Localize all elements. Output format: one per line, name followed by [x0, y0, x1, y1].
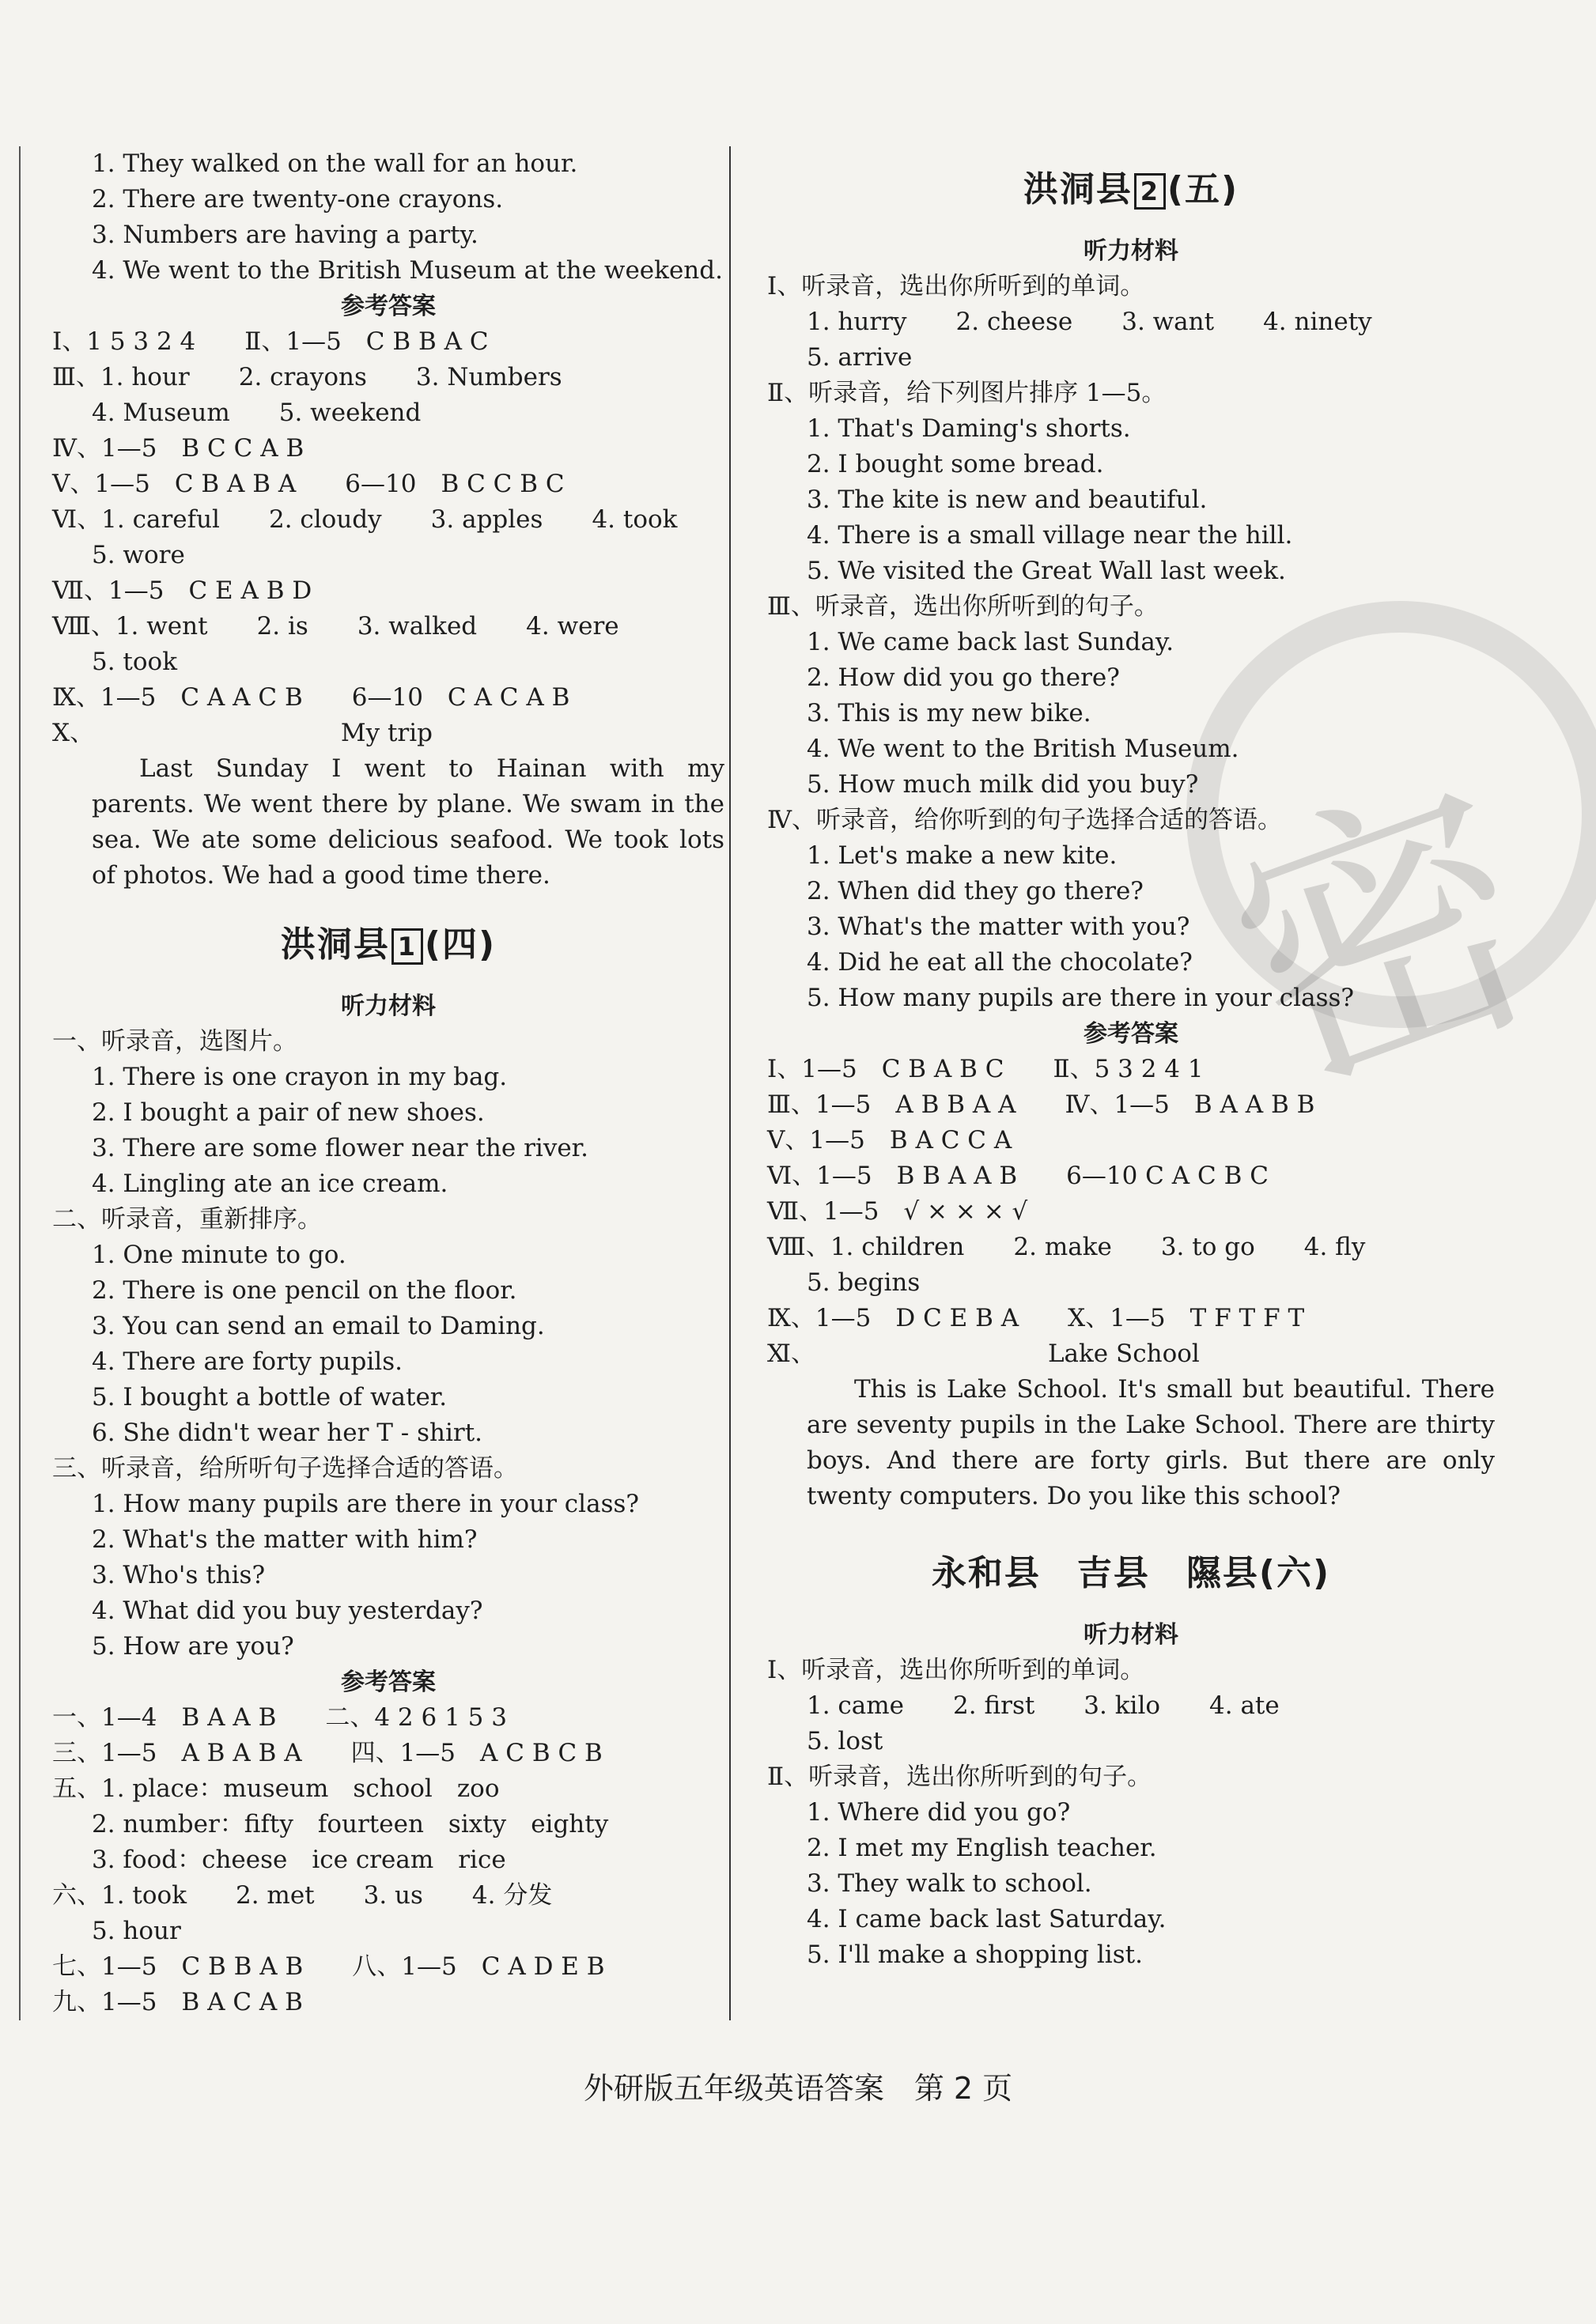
left-column — [52, 146, 724, 2020]
text-line: 3. Numbers are having a party. — [92, 221, 478, 249]
text-line: 3. They walk to school. — [807, 1869, 1092, 1898]
section-title: 永和县 吉县 隰县(六) — [931, 1553, 1331, 1593]
text-line: 1. There is one crayon in my bag. — [92, 1063, 508, 1091]
text-line: 4. There are forty pupils. — [92, 1347, 403, 1376]
essay-title-row — [767, 1336, 1495, 1372]
text-line: 2. I bought some bread. — [807, 450, 1104, 478]
answer-line: Ⅴ、1—5 C B A B A 6—10 B C C B C — [52, 470, 565, 498]
essay-text: This is Lake School. It's small but beautiful. There are seventy pupils in the Lake School. There are thirty boys. And there are forty girls. But there are only twenty computers. Do you like this school? — [807, 1375, 1495, 1510]
text-line: 5. lost — [807, 1727, 883, 1755]
section-title-text: 洪洞县 — [280, 924, 390, 965]
answers-heading: 参考答案 — [341, 1668, 436, 1696]
text-line: 4. What did you buy yesterday? — [92, 1597, 483, 1625]
listening-heading: 听力材料 — [341, 992, 436, 1020]
part-heading: Ⅳ、听录音，给你听到的句子选择合适的答语。 — [767, 806, 1282, 834]
answers-heading: 参考答案 — [341, 293, 436, 320]
text-line: 5. How much milk did you buy? — [807, 770, 1199, 799]
answer-line: 5. hour — [92, 1917, 181, 1945]
part-heading: Ⅰ、听录音，选出你所听到的单词。 — [767, 1656, 1145, 1684]
text-line: 3. Who's this? — [92, 1561, 266, 1589]
text-line: 5. We visited the Great Wall last week. — [807, 557, 1286, 585]
answer-line: Ⅶ、1—5 C E A B D — [52, 576, 312, 605]
text-line: 2. What's the matter with him? — [92, 1525, 478, 1554]
text-line: 1. came 2. first 3. kilo 4. ate — [807, 1691, 1280, 1720]
answer-line: Ⅶ、1—5 √ × × × √ — [767, 1197, 1028, 1226]
part-heading: 一、听录音，选图片。 — [52, 1027, 297, 1056]
answer-line: Ⅸ、1—5 D C E B A Ⅹ、1—5 T F T F T — [767, 1304, 1305, 1332]
text-line: 3. What's the matter with you? — [807, 913, 1190, 941]
listening-heading: 听力材料 — [1084, 237, 1178, 265]
text-line: 2. I bought a pair of new shoes. — [92, 1098, 485, 1127]
essay-label: Ⅹ、 — [52, 719, 95, 747]
essay-title: My trip — [340, 719, 433, 747]
secret-stamp-glyph: 密 — [1193, 735, 1575, 1144]
section-title-suffix: (五) — [1167, 169, 1239, 210]
binding-line — [19, 146, 21, 2020]
part-heading: 三、听录音，给所听句子选择合适的答语。 — [52, 1454, 518, 1483]
text-line: 5. arrive — [807, 343, 913, 372]
text-line: 3. There are some flower near the river. — [92, 1134, 588, 1162]
text-line: 1. How many pupils are there in your class? — [92, 1490, 640, 1518]
text-line: 1. That's Daming's shorts. — [807, 414, 1131, 443]
answer-line: 七、1—5 C B B A B 八、1—5 C A D E B — [52, 1952, 605, 1981]
answer-line: Ⅵ、1. careful 2. cloudy 3. apples 4. took — [52, 505, 678, 534]
answer-line: Ⅴ、1—5 B A C C A — [767, 1126, 1012, 1154]
text-line: 2. There are twenty-one crayons. — [92, 185, 504, 214]
answer-line: Ⅲ、1. hour 2. crayons 3. Numbers — [52, 363, 562, 391]
section-title — [52, 901, 724, 988]
text-line: 6. She didn't wear her T - shirt. — [92, 1419, 483, 1447]
part-heading: 二、听录音，重新排序。 — [52, 1205, 322, 1234]
part-heading: Ⅱ、听录音，给下列图片排序 1—5。 — [767, 379, 1167, 407]
answer-line: 五、1. place：museum school zoo — [52, 1774, 500, 1803]
answer-line: 5. took — [92, 648, 178, 676]
text-line: 1. Let's make a new kite. — [807, 841, 1118, 870]
section-number-box: 2 — [1134, 173, 1166, 210]
answers-heading: 参考答案 — [1084, 1020, 1178, 1048]
answer-line: 2. number：fifty fourteen sixty eighty — [92, 1810, 609, 1838]
answer-line: 三、1—5 A B A B A 四、1—5 A C B C B — [52, 1739, 603, 1767]
text-line: 4. We went to the British Museum. — [807, 735, 1239, 763]
text-line: 1. hurry 2. cheese 3. want 4. ninety — [807, 308, 1372, 336]
text-line: 4. There is a small village near the hill. — [807, 521, 1293, 550]
answer-line: 5. wore — [92, 541, 185, 569]
part-heading: Ⅲ、听录音，选出你所听到的句子。 — [767, 592, 1159, 621]
page-footer: 外研版五年级英语答案 第 2 页 — [583, 2071, 1013, 2106]
text-line: 3. The kite is new and beautiful. — [807, 486, 1208, 514]
answer-line: 九、1—5 B A C A B — [52, 1988, 303, 2016]
text-line: 5. How are you? — [92, 1632, 294, 1661]
part-heading: Ⅱ、听录音，选出你所听到的句子。 — [767, 1763, 1152, 1791]
text-line: 2. How did you go there? — [807, 663, 1120, 692]
right-column — [767, 146, 1495, 1973]
answer-line: Ⅳ、1—5 B C C A B — [52, 434, 304, 463]
section-title — [767, 146, 1495, 233]
text-line: 1. We came back last Sunday. — [807, 628, 1174, 656]
text-line: 1. Where did you go? — [807, 1798, 1071, 1827]
answer-line: 4. Museum 5. weekend — [92, 399, 422, 427]
text-line: 3. You can send an email to Daming. — [92, 1312, 545, 1340]
column-divider — [729, 146, 731, 2020]
answer-line: 5. begins — [807, 1268, 921, 1297]
section-title-text: 洪洞县 — [1023, 169, 1133, 210]
answer-line: 六、1. took 2. met 3. us 4. 分发 — [52, 1881, 553, 1910]
answer-line: Ⅵ、1—5 B B A A B 6—10 C A C B C — [767, 1162, 1269, 1190]
answer-line: 3. food：cheese ice cream rice — [92, 1846, 506, 1874]
answer-line: Ⅲ、1—5 A B B A A Ⅳ、1—5 B A A B B — [767, 1090, 1315, 1119]
text-line: 4. Lingling ate an ice cream. — [92, 1170, 448, 1198]
answer-line: Ⅸ、1—5 C A A C B 6—10 C A C A B — [52, 683, 570, 712]
text-line: 2. I met my English teacher. — [807, 1834, 1157, 1862]
text-line: 4. We went to the British Museum at the weekend. — [92, 256, 723, 285]
answer-line: Ⅰ、1—5 C B A B C Ⅱ、5 3 2 4 1 — [767, 1055, 1204, 1083]
answer-line: 一、1—4 B A A B 二、4 2 6 1 5 3 — [52, 1703, 507, 1732]
text-line: 1. They walked on the wall for an hour. — [92, 149, 578, 178]
essay-text: Last Sunday I went to Hainan with my parents. We went there by plane. We swam in the sea. We ate some delicious seafood. We took lots of photos. We had a good time there. — [92, 754, 724, 890]
essay-title: Lake School — [1047, 1340, 1200, 1368]
text-line: 4. I came back last Saturday. — [807, 1905, 1167, 1933]
text-line: 1. One minute to go. — [92, 1241, 346, 1269]
essay-label: Ⅺ、 — [767, 1340, 816, 1368]
section-number-box: 1 — [391, 928, 423, 965]
answer-line: Ⅷ、1. children 2. make 3. to go 4. fly — [767, 1233, 1366, 1261]
text-line: 3. This is my new bike. — [807, 699, 1091, 727]
answer-line: Ⅰ、1 5 3 2 4 Ⅱ、1—5 C B B A C — [52, 327, 489, 356]
section-title-suffix: (四) — [424, 924, 497, 965]
listening-heading: 听力材料 — [1084, 1621, 1178, 1649]
text-line: 5. I bought a bottle of water. — [92, 1383, 448, 1411]
text-line: 2. When did they go there? — [807, 877, 1144, 905]
text-line: 2. There is one pencil on the floor. — [92, 1276, 517, 1305]
text-line: 4. Did he eat all the chocolate? — [807, 948, 1193, 977]
essay-title-row — [52, 716, 724, 751]
text-line: 5. How many pupils are there in your class? — [807, 984, 1355, 1012]
answer-line: Ⅷ、1. went 2. is 3. walked 4. were — [52, 612, 619, 641]
text-line: 5. I'll make a shopping list. — [807, 1940, 1143, 1969]
part-heading: Ⅰ、听录音，选出你所听到的单词。 — [767, 272, 1145, 300]
